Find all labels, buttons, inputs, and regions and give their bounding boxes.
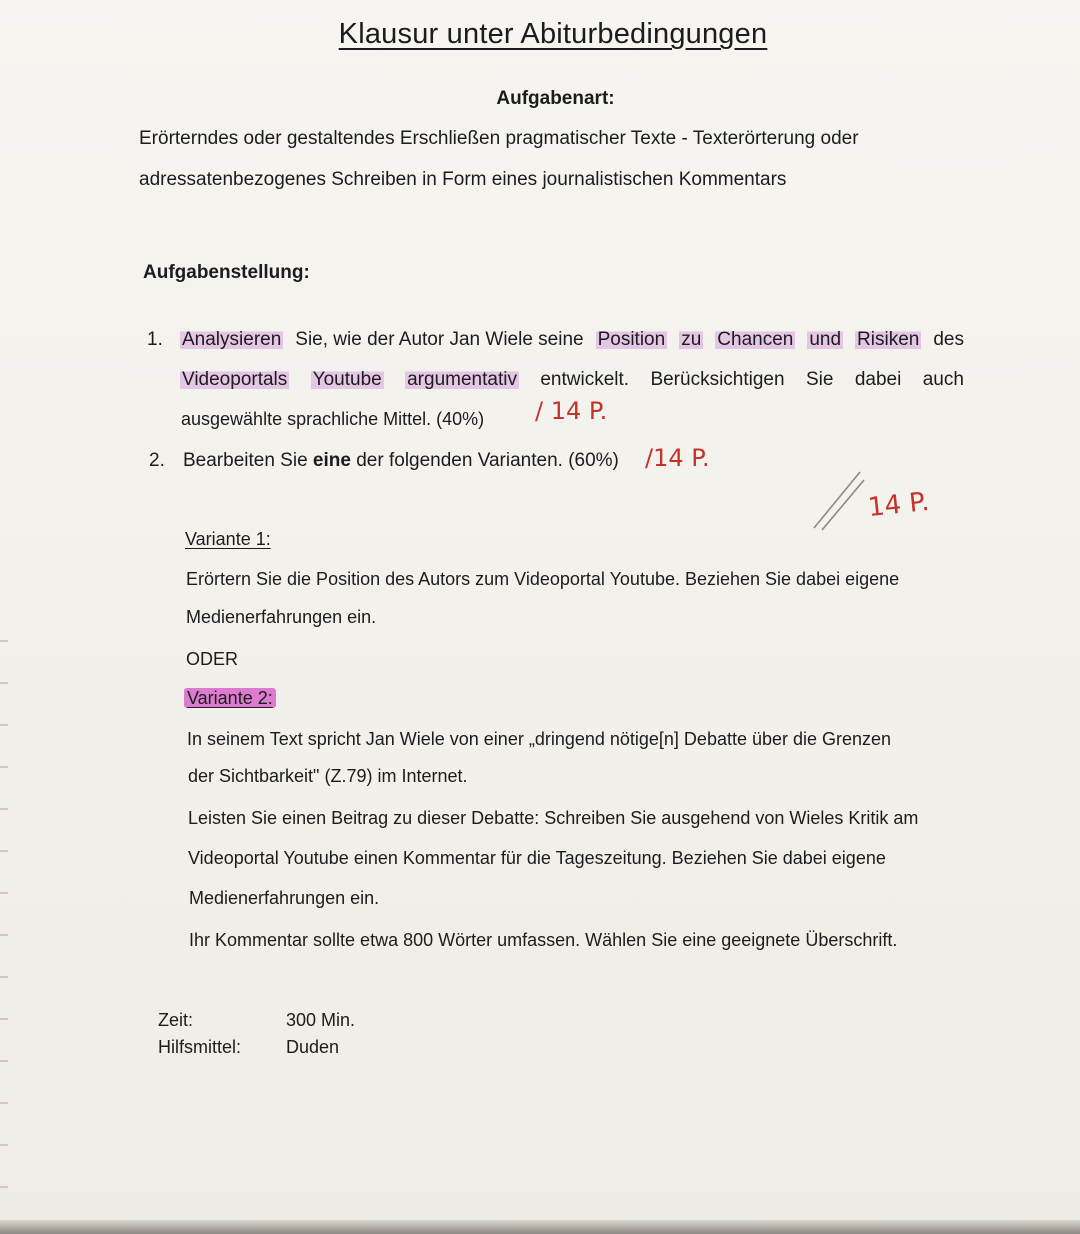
task-2-line: [183, 450, 619, 472]
variante-2-line-3: Leisten Sie einen Beitrag zu dieser Debatte: Schreiben Sie ausgehend von Wieles Kritik am: [188, 808, 919, 828]
zeit-value: 300 Min.: [286, 1010, 356, 1030]
task-1-word-des: des: [933, 329, 964, 350]
task-1-word-chancen: Chancen: [717, 329, 794, 350]
task-1-word-argumentativ: argumentativ: [407, 369, 517, 390]
task-1-word-dabei: dabei: [854, 369, 902, 390]
task-1-number: 1.: [147, 329, 163, 350]
task-2-grade: /14 P.: [645, 444, 710, 472]
variante-1-label: Variante 1:: [185, 529, 271, 549]
task-1-word-risiken: Risiken: [857, 329, 920, 350]
paper-bottom-edge: [0, 1220, 1080, 1234]
task-2-text-bold: eine: [312, 450, 351, 471]
task-2-text-after: der folgenden Varianten. (60%): [350, 450, 619, 471]
task-1-word-zu: zu: [681, 329, 702, 350]
aufgabenstellung-heading: Aufgabenstellung:: [143, 262, 310, 283]
task-1-word-entwickelt: entwickelt.: [540, 369, 630, 390]
task-1-line-3: ausgewählte sprachliche Mittel. (40%): [181, 409, 485, 429]
variante-2-label: Variante 2:: [184, 688, 276, 708]
total-grade-slash-icon: [808, 466, 868, 536]
task-2-text-before: Bearbeiten Sie: [183, 450, 313, 471]
task-1-word-analysieren: Analysieren: [182, 329, 282, 350]
variante-2-line-4: Videoportal Youtube einen Kommentar für die Tageszeitung. Beziehen Sie dabei eigene: [188, 848, 886, 868]
zeit-label: Zeit:: [158, 1010, 194, 1030]
variante-2-label-wrap: [184, 688, 276, 709]
variante-1-line-1: Erörtern Sie die Position des Autors zum Videoportal Youtube. Beziehen Sie dabei eigene: [186, 569, 900, 589]
variante-1-line-2: Medienerfahrungen ein.: [186, 607, 377, 627]
variante-2-line-5: Medienerfahrungen ein.: [189, 888, 380, 908]
aufgabenart-line-1: Erörterndes oder gestaltendes Erschließen pragmatischer Texte - Texterörterung oder: [139, 128, 859, 149]
task-1-grade: / 14 P.: [535, 397, 608, 425]
task-1-word-youtube: Youtube: [312, 369, 382, 390]
task-1-word-sie: Sie: [805, 369, 834, 390]
task-1-word-auch: auch: [922, 369, 964, 390]
task-1-line-2: [180, 369, 964, 391]
task-1-word-und: und: [809, 329, 842, 350]
task-1-word-position: Position: [597, 329, 666, 350]
total-grade: 14 P.: [866, 486, 931, 524]
aufgabenart-line-2: adressatenbezogenes Schreiben in Form eines journalistischen Kommentars: [139, 169, 787, 190]
aufgabenart-heading: Aufgabenart:: [496, 88, 615, 109]
hilfsmittel-label: Hilfsmittel:: [158, 1037, 242, 1057]
oder-label: ODER: [186, 649, 239, 669]
hilfsmittel-value: Duden: [286, 1037, 340, 1057]
variante-2-line-1: In seinem Text spricht Jan Wiele von einer „dringend nötige[n] Debatte über die Grenzen: [187, 729, 892, 749]
paper-edge: [0, 600, 8, 1220]
task-1-word-beruecksichtigen: Berücksichtigen: [650, 369, 785, 390]
page-title: Klausur unter Abiturbedingungen: [338, 18, 768, 50]
task-2-number: 2.: [149, 450, 165, 471]
variante-2-line-6: Ihr Kommentar sollte etwa 800 Wörter umfassen. Wählen Sie eine geeignete Überschrift.: [189, 930, 898, 950]
task-1-line-1: [180, 329, 964, 351]
task-1-word-videoportals: Videoportals: [182, 369, 288, 390]
variante-2-line-2: der Sichtbarkeit" (Z.79) im Internet.: [188, 766, 468, 786]
task-1-text: Sie, wie der Autor Jan Wiele seine: [295, 329, 584, 350]
